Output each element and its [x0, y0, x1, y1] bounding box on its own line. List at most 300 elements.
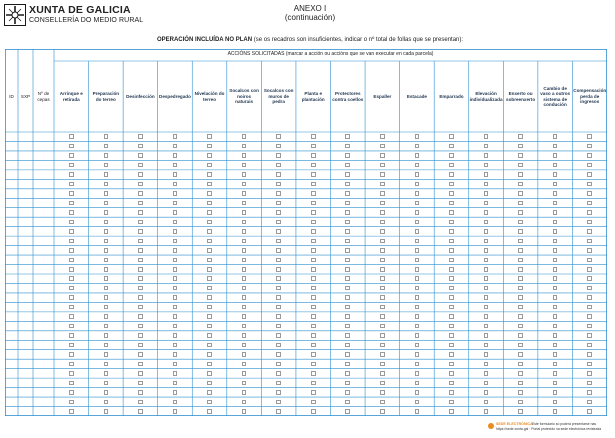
checkbox[interactable] [380, 210, 385, 215]
checkbox[interactable] [173, 201, 178, 206]
checkbox[interactable] [104, 248, 109, 253]
checkbox[interactable] [242, 305, 247, 310]
checkbox[interactable] [276, 220, 281, 225]
checkbox[interactable] [380, 172, 385, 177]
checkbox[interactable] [518, 229, 523, 234]
checkbox[interactable] [104, 352, 109, 357]
checkbox[interactable] [449, 248, 454, 253]
checkbox[interactable] [380, 267, 385, 272]
checkbox[interactable] [345, 172, 350, 177]
checkbox[interactable] [449, 409, 454, 414]
checkbox[interactable] [484, 258, 489, 263]
checkbox[interactable] [380, 144, 385, 149]
checkbox[interactable] [380, 248, 385, 253]
checkbox[interactable] [311, 163, 316, 168]
checkbox[interactable] [311, 314, 316, 319]
checkbox[interactable] [69, 172, 74, 177]
checkbox[interactable] [415, 371, 420, 376]
checkbox[interactable] [345, 153, 350, 158]
checkbox[interactable] [69, 324, 74, 329]
checkbox[interactable] [311, 144, 316, 149]
checkbox[interactable] [311, 343, 316, 348]
checkbox[interactable] [69, 371, 74, 376]
checkbox[interactable] [587, 229, 592, 234]
checkbox[interactable] [173, 333, 178, 338]
checkbox[interactable] [173, 210, 178, 215]
checkbox[interactable] [104, 390, 109, 395]
checkbox[interactable] [587, 343, 592, 348]
checkbox[interactable] [138, 343, 143, 348]
checkbox[interactable] [173, 286, 178, 291]
checkbox[interactable] [69, 333, 74, 338]
checkbox[interactable] [311, 239, 316, 244]
checkbox[interactable] [553, 381, 558, 386]
checkbox[interactable] [553, 144, 558, 149]
checkbox[interactable] [138, 144, 143, 149]
checkbox[interactable] [276, 314, 281, 319]
checkbox[interactable] [380, 400, 385, 405]
checkbox[interactable] [553, 324, 558, 329]
checkbox[interactable] [138, 371, 143, 376]
checkbox[interactable] [415, 295, 420, 300]
checkbox[interactable] [518, 134, 523, 139]
checkbox[interactable] [207, 276, 212, 281]
checkbox[interactable] [104, 276, 109, 281]
checkbox[interactable] [311, 248, 316, 253]
checkbox[interactable] [587, 172, 592, 177]
checkbox[interactable] [518, 371, 523, 376]
checkbox[interactable] [276, 324, 281, 329]
checkbox[interactable] [518, 381, 523, 386]
checkbox[interactable] [415, 305, 420, 310]
checkbox[interactable] [311, 201, 316, 206]
checkbox[interactable] [276, 153, 281, 158]
checkbox[interactable] [69, 229, 74, 234]
checkbox[interactable] [138, 210, 143, 215]
checkbox[interactable] [518, 400, 523, 405]
checkbox[interactable] [345, 258, 350, 263]
checkbox[interactable] [345, 191, 350, 196]
checkbox[interactable] [104, 324, 109, 329]
checkbox[interactable] [449, 371, 454, 376]
checkbox[interactable] [69, 267, 74, 272]
checkbox[interactable] [207, 267, 212, 272]
checkbox[interactable] [173, 163, 178, 168]
checkbox[interactable] [553, 248, 558, 253]
checkbox[interactable] [276, 352, 281, 357]
checkbox[interactable] [415, 220, 420, 225]
checkbox[interactable] [484, 409, 489, 414]
checkbox[interactable] [345, 201, 350, 206]
checkbox[interactable] [104, 258, 109, 263]
checkbox[interactable] [484, 239, 489, 244]
checkbox[interactable] [449, 314, 454, 319]
checkbox[interactable] [553, 220, 558, 225]
checkbox[interactable] [380, 390, 385, 395]
checkbox[interactable] [104, 409, 109, 414]
checkbox[interactable] [207, 381, 212, 386]
checkbox[interactable] [69, 352, 74, 357]
checkbox[interactable] [415, 267, 420, 272]
checkbox[interactable] [415, 134, 420, 139]
checkbox[interactable] [69, 134, 74, 139]
checkbox[interactable] [242, 333, 247, 338]
checkbox[interactable] [207, 210, 212, 215]
checkbox[interactable] [345, 381, 350, 386]
checkbox[interactable] [104, 343, 109, 348]
checkbox[interactable] [138, 381, 143, 386]
checkbox[interactable] [138, 163, 143, 168]
checkbox[interactable] [242, 144, 247, 149]
checkbox[interactable] [276, 239, 281, 244]
checkbox[interactable] [553, 409, 558, 414]
checkbox[interactable] [553, 172, 558, 177]
checkbox[interactable] [484, 381, 489, 386]
checkbox[interactable] [69, 381, 74, 386]
checkbox[interactable] [207, 362, 212, 367]
checkbox[interactable] [173, 153, 178, 158]
checkbox[interactable] [173, 305, 178, 310]
checkbox[interactable] [138, 201, 143, 206]
checkbox[interactable] [518, 182, 523, 187]
checkbox[interactable] [587, 314, 592, 319]
checkbox[interactable] [484, 134, 489, 139]
checkbox[interactable] [242, 276, 247, 281]
checkbox[interactable] [449, 210, 454, 215]
checkbox[interactable] [311, 276, 316, 281]
checkbox[interactable] [242, 248, 247, 253]
checkbox[interactable] [242, 400, 247, 405]
checkbox[interactable] [415, 144, 420, 149]
checkbox[interactable] [449, 191, 454, 196]
checkbox[interactable] [518, 201, 523, 206]
checkbox[interactable] [449, 144, 454, 149]
checkbox[interactable] [173, 343, 178, 348]
checkbox[interactable] [484, 201, 489, 206]
checkbox[interactable] [207, 352, 212, 357]
checkbox[interactable] [345, 144, 350, 149]
checkbox[interactable] [104, 201, 109, 206]
checkbox[interactable] [104, 153, 109, 158]
checkbox[interactable] [345, 248, 350, 253]
checkbox[interactable] [553, 229, 558, 234]
checkbox[interactable] [276, 343, 281, 348]
checkbox[interactable] [449, 153, 454, 158]
checkbox[interactable] [380, 371, 385, 376]
checkbox[interactable] [69, 390, 74, 395]
checkbox[interactable] [380, 163, 385, 168]
checkbox[interactable] [587, 305, 592, 310]
checkbox[interactable] [587, 362, 592, 367]
checkbox[interactable] [242, 210, 247, 215]
checkbox[interactable] [518, 362, 523, 367]
checkbox[interactable] [276, 409, 281, 414]
checkbox[interactable] [449, 220, 454, 225]
checkbox[interactable] [518, 267, 523, 272]
checkbox[interactable] [138, 182, 143, 187]
checkbox[interactable] [69, 248, 74, 253]
checkbox[interactable] [242, 229, 247, 234]
checkbox[interactable] [311, 267, 316, 272]
checkbox[interactable] [380, 409, 385, 414]
checkbox[interactable] [173, 172, 178, 177]
checkbox[interactable] [449, 305, 454, 310]
checkbox[interactable] [242, 267, 247, 272]
checkbox[interactable] [553, 134, 558, 139]
checkbox[interactable] [380, 229, 385, 234]
checkbox[interactable] [553, 286, 558, 291]
checkbox[interactable] [207, 258, 212, 263]
checkbox[interactable] [345, 362, 350, 367]
checkbox[interactable] [276, 267, 281, 272]
checkbox[interactable] [138, 362, 143, 367]
checkbox[interactable] [311, 352, 316, 357]
checkbox[interactable] [276, 258, 281, 263]
checkbox[interactable] [69, 182, 74, 187]
checkbox[interactable] [553, 362, 558, 367]
checkbox[interactable] [311, 182, 316, 187]
checkbox[interactable] [484, 276, 489, 281]
checkbox[interactable] [138, 248, 143, 253]
checkbox[interactable] [587, 191, 592, 196]
checkbox[interactable] [415, 229, 420, 234]
checkbox[interactable] [207, 343, 212, 348]
checkbox[interactable] [69, 314, 74, 319]
checkbox[interactable] [104, 144, 109, 149]
checkbox[interactable] [173, 248, 178, 253]
checkbox[interactable] [484, 400, 489, 405]
checkbox[interactable] [380, 362, 385, 367]
checkbox[interactable] [207, 201, 212, 206]
checkbox[interactable] [587, 134, 592, 139]
checkbox[interactable] [104, 229, 109, 234]
checkbox[interactable] [69, 201, 74, 206]
checkbox[interactable] [587, 210, 592, 215]
checkbox[interactable] [242, 239, 247, 244]
checkbox[interactable] [449, 400, 454, 405]
checkbox[interactable] [553, 153, 558, 158]
checkbox[interactable] [104, 333, 109, 338]
checkbox[interactable] [449, 258, 454, 263]
checkbox[interactable] [104, 182, 109, 187]
checkbox[interactable] [518, 333, 523, 338]
checkbox[interactable] [484, 324, 489, 329]
checkbox[interactable] [484, 295, 489, 300]
checkbox[interactable] [518, 314, 523, 319]
checkbox[interactable] [380, 324, 385, 329]
checkbox[interactable] [553, 239, 558, 244]
checkbox[interactable] [104, 163, 109, 168]
checkbox[interactable] [138, 276, 143, 281]
checkbox[interactable] [69, 191, 74, 196]
checkbox[interactable] [518, 409, 523, 414]
checkbox[interactable] [69, 286, 74, 291]
checkbox[interactable] [415, 400, 420, 405]
checkbox[interactable] [207, 153, 212, 158]
checkbox[interactable] [449, 381, 454, 386]
checkbox[interactable] [553, 163, 558, 168]
checkbox[interactable] [207, 286, 212, 291]
checkbox[interactable] [138, 314, 143, 319]
checkbox[interactable] [380, 220, 385, 225]
checkbox[interactable] [242, 220, 247, 225]
checkbox[interactable] [104, 286, 109, 291]
checkbox[interactable] [138, 409, 143, 414]
checkbox[interactable] [242, 409, 247, 414]
checkbox[interactable] [415, 258, 420, 263]
checkbox[interactable] [104, 381, 109, 386]
checkbox[interactable] [518, 210, 523, 215]
checkbox[interactable] [518, 352, 523, 357]
checkbox[interactable] [207, 220, 212, 225]
checkbox[interactable] [311, 134, 316, 139]
checkbox[interactable] [173, 409, 178, 414]
checkbox[interactable] [138, 390, 143, 395]
checkbox[interactable] [207, 390, 212, 395]
checkbox[interactable] [138, 229, 143, 234]
checkbox[interactable] [276, 144, 281, 149]
checkbox[interactable] [104, 191, 109, 196]
checkbox[interactable] [138, 400, 143, 405]
checkbox[interactable] [311, 258, 316, 263]
checkbox[interactable] [518, 258, 523, 263]
checkbox[interactable] [104, 267, 109, 272]
checkbox[interactable] [415, 333, 420, 338]
checkbox[interactable] [553, 267, 558, 272]
checkbox[interactable] [69, 144, 74, 149]
checkbox[interactable] [311, 295, 316, 300]
checkbox[interactable] [553, 390, 558, 395]
checkbox[interactable] [553, 400, 558, 405]
checkbox[interactable] [587, 201, 592, 206]
checkbox[interactable] [311, 191, 316, 196]
checkbox[interactable] [207, 191, 212, 196]
checkbox[interactable] [587, 333, 592, 338]
checkbox[interactable] [311, 324, 316, 329]
checkbox[interactable] [345, 314, 350, 319]
checkbox[interactable] [518, 191, 523, 196]
checkbox[interactable] [311, 371, 316, 376]
checkbox[interactable] [484, 371, 489, 376]
checkbox[interactable] [242, 362, 247, 367]
checkbox[interactable] [242, 390, 247, 395]
checkbox[interactable] [518, 239, 523, 244]
checkbox[interactable] [449, 333, 454, 338]
checkbox[interactable] [587, 295, 592, 300]
checkbox[interactable] [553, 182, 558, 187]
checkbox[interactable] [276, 371, 281, 376]
checkbox[interactable] [380, 153, 385, 158]
checkbox[interactable] [173, 371, 178, 376]
checkbox[interactable] [449, 267, 454, 272]
checkbox[interactable] [449, 352, 454, 357]
checkbox[interactable] [276, 286, 281, 291]
checkbox[interactable] [484, 333, 489, 338]
checkbox[interactable] [518, 163, 523, 168]
checkbox[interactable] [207, 134, 212, 139]
checkbox[interactable] [518, 276, 523, 281]
checkbox[interactable] [173, 220, 178, 225]
checkbox[interactable] [138, 286, 143, 291]
checkbox[interactable] [104, 400, 109, 405]
checkbox[interactable] [587, 153, 592, 158]
checkbox[interactable] [311, 153, 316, 158]
checkbox[interactable] [276, 381, 281, 386]
checkbox[interactable] [449, 201, 454, 206]
checkbox[interactable] [587, 182, 592, 187]
checkbox[interactable] [276, 210, 281, 215]
checkbox[interactable] [518, 286, 523, 291]
checkbox[interactable] [104, 172, 109, 177]
checkbox[interactable] [553, 343, 558, 348]
checkbox[interactable] [380, 201, 385, 206]
checkbox[interactable] [484, 182, 489, 187]
checkbox[interactable] [138, 258, 143, 263]
checkbox[interactable] [276, 362, 281, 367]
checkbox[interactable] [69, 343, 74, 348]
checkbox[interactable] [345, 229, 350, 234]
checkbox[interactable] [484, 286, 489, 291]
checkbox[interactable] [518, 295, 523, 300]
checkbox[interactable] [553, 258, 558, 263]
checkbox[interactable] [380, 295, 385, 300]
checkbox[interactable] [415, 286, 420, 291]
checkbox[interactable] [104, 210, 109, 215]
checkbox[interactable] [104, 295, 109, 300]
checkbox[interactable] [345, 343, 350, 348]
checkbox[interactable] [345, 239, 350, 244]
checkbox[interactable] [207, 409, 212, 414]
checkbox[interactable] [345, 400, 350, 405]
checkbox[interactable] [345, 134, 350, 139]
checkbox[interactable] [518, 172, 523, 177]
checkbox[interactable] [449, 276, 454, 281]
checkbox[interactable] [173, 144, 178, 149]
checkbox[interactable] [484, 220, 489, 225]
checkbox[interactable] [276, 305, 281, 310]
checkbox[interactable] [276, 172, 281, 177]
checkbox[interactable] [138, 324, 143, 329]
checkbox[interactable] [311, 286, 316, 291]
checkbox[interactable] [449, 172, 454, 177]
checkbox[interactable] [311, 409, 316, 414]
checkbox[interactable] [173, 400, 178, 405]
checkbox[interactable] [104, 371, 109, 376]
checkbox[interactable] [345, 409, 350, 414]
checkbox[interactable] [415, 201, 420, 206]
checkbox[interactable] [518, 390, 523, 395]
checkbox[interactable] [587, 409, 592, 414]
checkbox[interactable] [484, 248, 489, 253]
checkbox[interactable] [138, 352, 143, 357]
checkbox[interactable] [207, 163, 212, 168]
checkbox[interactable] [345, 210, 350, 215]
checkbox[interactable] [587, 400, 592, 405]
checkbox[interactable] [518, 324, 523, 329]
checkbox[interactable] [242, 314, 247, 319]
checkbox[interactable] [173, 239, 178, 244]
checkbox[interactable] [587, 324, 592, 329]
checkbox[interactable] [587, 258, 592, 263]
checkbox[interactable] [415, 182, 420, 187]
checkbox[interactable] [415, 362, 420, 367]
checkbox[interactable] [484, 343, 489, 348]
checkbox[interactable] [415, 153, 420, 158]
checkbox[interactable] [345, 182, 350, 187]
checkbox[interactable] [553, 371, 558, 376]
checkbox[interactable] [69, 258, 74, 263]
checkbox[interactable] [415, 343, 420, 348]
